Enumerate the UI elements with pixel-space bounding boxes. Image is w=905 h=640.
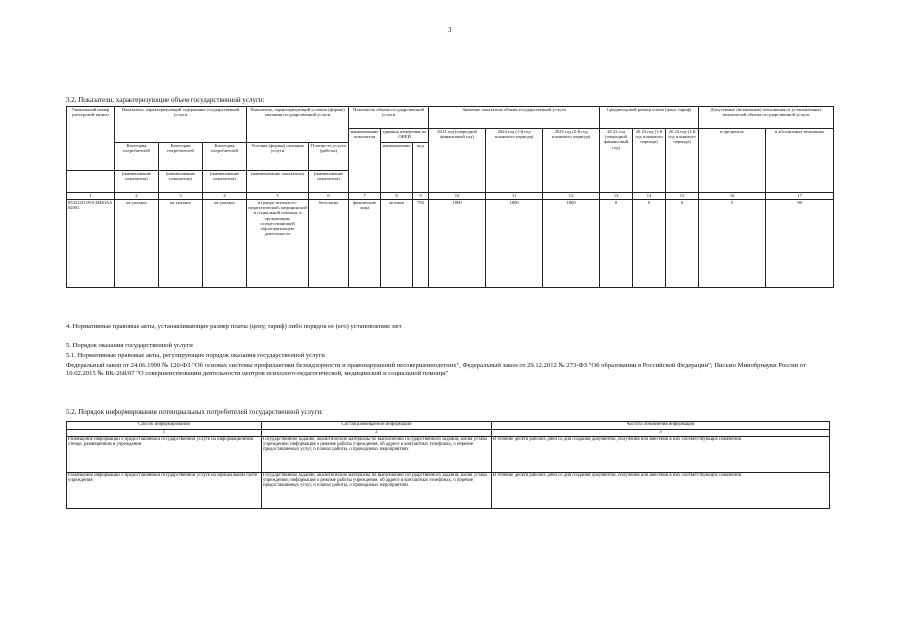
- section-4: 4. Нормативные правовые акты, устанавливающие размер платы (цену, тариф) либо порядок ее (его) установления: нет: [66, 323, 402, 330]
- col-number: 1: [67, 430, 262, 437]
- header-volume-value: Значение показателя объема государственной услуги: [429, 107, 600, 129]
- col-number: 2: [115, 193, 159, 200]
- informing-table: [66, 421, 830, 509]
- header-pct: в процентах: [699, 129, 766, 193]
- header-f2023: 20 23 год (очередной финансовый год): [600, 129, 633, 193]
- header-frequency: Частота обновления информации: [492, 422, 830, 430]
- section-5-1-title: 5.1. Нормативные правовые акты, регулирующие порядок оказания государственной услуги: [66, 352, 325, 359]
- header-unit-name: наименование: [381, 143, 413, 193]
- table-row: [67, 200, 834, 288]
- section-5-2-title: 5.2. Порядок информирования потенциальных потребителей государственной услуги:: [66, 408, 324, 416]
- cell-deviation-pct: 5: [699, 200, 766, 288]
- informing-content: Государственное задание, аналитические материалы по выполнению государственного задания; копия устава учреждения; информация о режиме работы учреждения, об адресе и контактных телефонах, о перечне предоставляемых услуг, о планах работы, о проводимых мероприятиях: [262, 437, 492, 473]
- col-number: 8: [381, 193, 413, 200]
- col-number: 16: [699, 193, 766, 200]
- col-number: 14: [633, 193, 666, 200]
- header-method: Способ информирования: [67, 422, 262, 430]
- header-cat1: Категория потребителей: [115, 143, 159, 171]
- col-number: 17: [766, 193, 834, 200]
- col-number: 1: [67, 193, 115, 200]
- cell-conditions: в центре психолого-педагогической, медицинской и социальной помощи; в организации, осуществляющей образовательную деятельность: [247, 200, 309, 288]
- header-name-ind: (наименование показателя): [309, 171, 349, 193]
- col-number: 4: [203, 193, 247, 200]
- cell-deviation-abs: 90: [766, 200, 834, 288]
- cell-fee-2024: 0: [633, 200, 666, 288]
- cell-paid: бесплатно: [309, 200, 349, 288]
- cell-cat3: не указано: [203, 200, 247, 288]
- header-cat3: Категория потребителей: [203, 143, 247, 171]
- header-f2024: 20 24 год (1-й год планового периода): [633, 129, 666, 193]
- volume-indicators-table: [66, 106, 834, 288]
- cell-cat2: не указано: [159, 200, 203, 288]
- header-deviation: Допустимые (возможные) отклонения от установленных показателей объема государственной услуги: [699, 107, 834, 129]
- cell-2024: 1800: [486, 200, 543, 288]
- header-conditions-indicator: Показатель, характеризующий условия (формы) оказания государственной услуги: [247, 107, 349, 143]
- col-number: 7: [349, 193, 381, 200]
- table-row: [67, 473, 830, 509]
- cell-unit-name: человек: [381, 200, 413, 288]
- section-5-1-text: Федеральный закон от 24.06.1999 № 120-ФЗ "Об основах системы профилактики безнадзорности и правонарушений несовершеннолетних", Федеральный закон от 29.12.2012 № 273-ФЗ "Об образовании в Российской Федерации"; Письмо Минобрнауки России от 10.02.2015 № ВК-268/07 "О совершенствовании деятельности центров психолого-педагогической, медицинской и социальной помощи": [66, 362, 806, 378]
- cell-indicator: физические лица: [349, 200, 381, 288]
- col-number: 2: [262, 430, 492, 437]
- header-y2023: 2023 год (очередной финансовый год): [429, 129, 486, 193]
- header-abs: в абсолютных величинах: [766, 129, 834, 193]
- header-indicator-name: наименование показателя: [349, 129, 381, 193]
- header-y2025: 2025 год (2-й год планового периода): [543, 129, 600, 193]
- header-f2025: 20 24 год (2-й год планового периода): [666, 129, 699, 193]
- header-name-ind: (наименование показателя): [115, 171, 159, 193]
- col-number: 11: [486, 193, 543, 200]
- cell-2025: 1800: [543, 200, 600, 288]
- header-unique-number: Уникальный номер реестровой записи: [67, 107, 115, 171]
- header-cat2: Категория потребителей: [159, 143, 203, 171]
- page-number: 3: [448, 26, 452, 34]
- col-number: 6: [309, 193, 349, 200]
- header-unit-code: код: [413, 143, 429, 193]
- col-number: 9: [413, 193, 429, 200]
- col-number: 13: [600, 193, 633, 200]
- header-avg-fee: Среднегодовой размер платы (цена, тариф): [600, 107, 699, 129]
- col-number: 5: [247, 193, 309, 200]
- header-name-ind: (наименование показателя): [247, 171, 309, 193]
- header-name-ind: (наименование показателя): [203, 171, 247, 193]
- informing-frequency: В течение десяти рабочих дней со дня создания документов, получения или внесения в них соответствующих изменений: [492, 473, 830, 509]
- header-y2024: 2024 год (1-й год планового периода): [486, 129, 543, 193]
- informing-method: Размещение информации о предоставляемой государственной услуге на официальном сайте учреждения: [67, 473, 262, 509]
- col-number: 15: [666, 193, 699, 200]
- cell-cat1: не указано: [115, 200, 159, 288]
- col-number: 12: [543, 193, 600, 200]
- col-number: 3: [159, 193, 203, 200]
- cell-fee-2023: 0: [600, 200, 633, 288]
- registry-code: 853212О.99.0.БВ20АА02001: [67, 200, 115, 288]
- cell-unit-code: 792: [413, 200, 429, 288]
- header-volume-indicator: Показатель объема государственной услуги: [349, 107, 429, 129]
- header-paid: Платность услуги (работы): [309, 143, 349, 171]
- header-unit: единица измерения по ОКЕИ: [381, 129, 429, 143]
- informing-method: Размещение информации о предоставляемой государственной услуге на информационном стенде, размещенном в учреждении: [67, 437, 262, 473]
- col-number: 3: [492, 430, 830, 437]
- cell-2023: 1800: [429, 200, 486, 288]
- cell-fee-2025: 0: [666, 200, 699, 288]
- table-row: [67, 437, 830, 473]
- header-content-indicator: Показатель, характеризующий содержание государственной услуги: [115, 107, 247, 143]
- section-5: 5. Порядок оказания государственной услуги: [66, 342, 193, 349]
- header-name-ind: (наименование показателя): [159, 171, 203, 193]
- header-cond-form: Условия (формы) оказания услуги: [247, 143, 309, 171]
- header-content: Состав размещаемой информации: [262, 422, 492, 430]
- col-number: 10: [429, 193, 486, 200]
- informing-content: Государственное задание, аналитические материалы по выполнению государственного задания; копия устава учреждения; информация о режиме работы учреждения, об адресе и контактных телефонах, о перечне предоставляемых услуг, о планах работы, о проводимых мероприятиях: [262, 473, 492, 509]
- informing-frequency: В течение десяти рабочих дней со дня создания документов, получения или внесения в них соответствующих изменений: [492, 437, 830, 473]
- section-3-2-title: 3.2. Показатели, характеризующие объем государственной услуги:: [66, 96, 265, 104]
